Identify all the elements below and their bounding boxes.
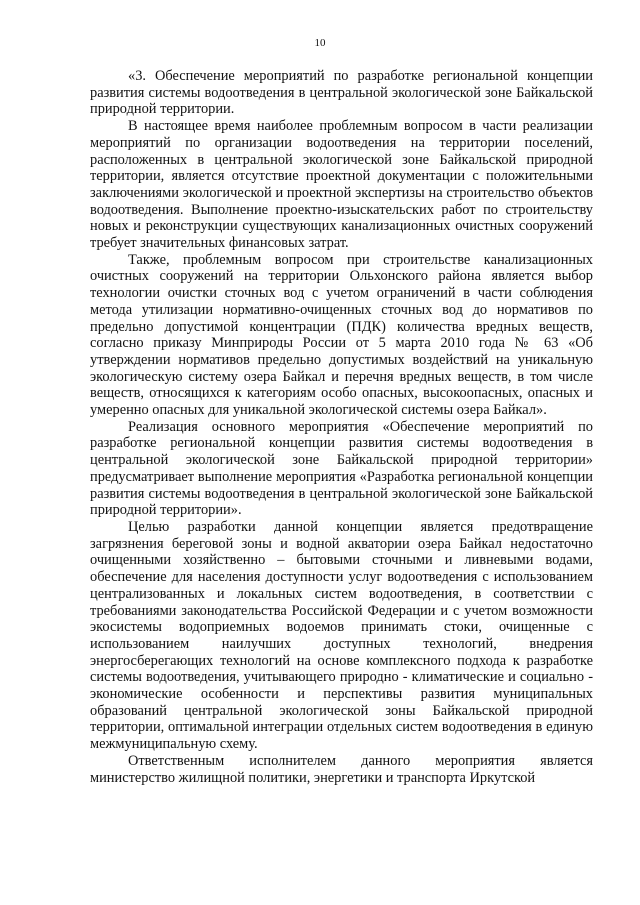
paragraph-section-3-title: «3. Обеспечение мероприятий по разработке региональной концепции развития системы водоотведения в центральной экологической зоне Байкальской природной территории. [90,68,593,118]
paragraph-problem-statement: В настоящее время наиболее проблемным вопросом в части реализации мероприятий по организации водоотведения на территории поселений, расположенных в центральной экологической зоне Байкальской природной территории, является отсутствие проектной документации с положительными заключениями экологической и проектной экспертизы на строительство объектов водоотведения. Выполнение проектно-изыскательских работ по строительству новых и реконструкции существующих канализационных очистных сооружений требует значительных финансовых затрат. [90,118,593,252]
paragraph-responsible-executor: Ответственным исполнителем данного мероприятия является министерство жилищной политики, энергетики и транспорта Иркутской [90,752,593,786]
paragraph-main-activity: Реализация основного мероприятия «Обеспечение мероприятий по разработке региональной концепции развития системы водоотведения в центральной экологической зоне Байкальской природной территории» предусматривает выполнение мероприятия «Разработка региональной концепции развития системы водоотведения в центральной экологической зоне Байкальской природной территории». [90,418,593,519]
page-number: 10 [314,37,326,49]
document-body [90,68,593,786]
paragraph-olkhon-district: Также, проблемным вопросом при строительстве канализационных очистных сооружений на территории Ольхонского района является выбор технологии очистки сточных вод с учетом ограничений в части соблюдения метода утилизации нормативно-очищенных сточных вод до нормативов по предельно допустимой концентрации (ПДК) количества вредных веществ, согласно приказу Минприроды России от 5 марта 2010 года № 63 «Об утверждении нормативов предельно допустимых воздействий на уникальную экологическую систему озера Байкал и перечня вредных веществ, в том числе веществ, относящихся к категориям особо опасных, высокоопасных, опасных и умеренно опасных для уникальной экологической системы озера Байкал». [90,251,593,419]
paragraph-concept-goal: Целью разработки данной концепции является предотвращение загрязнения береговой зоны и водной акватории озера Байкал недостаточно очищенными хозяйственно – бытовыми сточными и ливневыми водами, обеспечение для населения доступности услуг водоотведения с использованием централизованных и локальных систем водоотведения, в соответствии с требованиями законодательства Российской Федерации и с учетом возможности экосистемы водоприемных водоемов принимать стоки, очищенные с использованием наилучших доступных технологий, внедрения энергосберегающих технологий на основе комплексного подхода к разработке системы водоотведения, учитывающего природно - климатические и социально - экономические особенности и перспективы развития муниципальных образований центральной экологической зоны Байкальской природной территории, оптимальной интеграции отдельных систем водоотведения в единую межмуниципальную схему. [90,518,593,753]
